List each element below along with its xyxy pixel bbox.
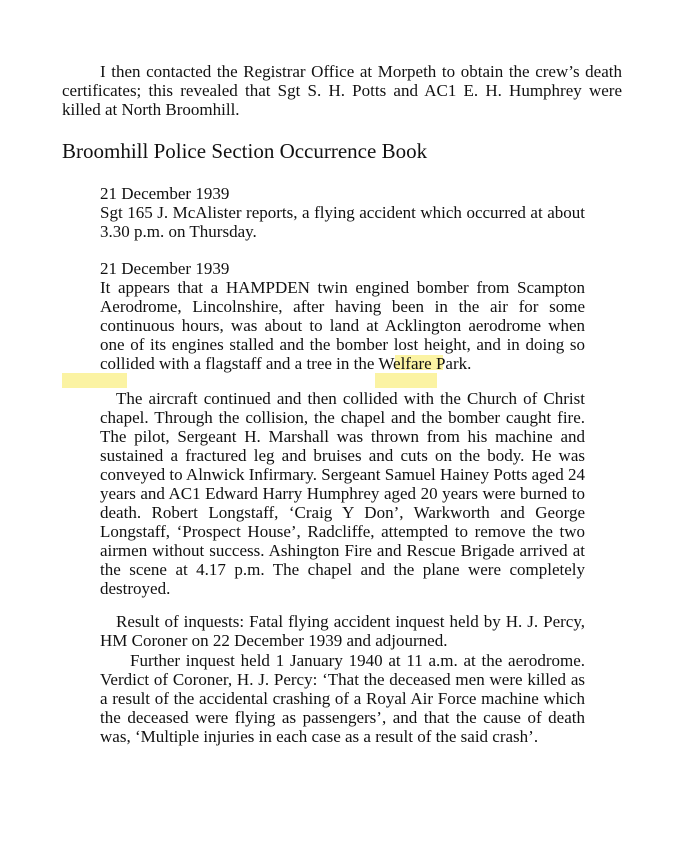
entry-2-paragraph-4: Further inquest held 1 January 1940 at 11 a.m. at the aerodrome. Verdict of Coroner, H. J. Percy: ‘That the deceased men were killed as a result of the accidental crashing of a Royal Air Force machine which the deceased were flying as passengers’, and that the cause of death was, ‘Multiple injuries in each case as a result of the said crash’. <box>100 651 585 746</box>
entry-1-date: 21 December 1939 <box>100 184 230 203</box>
intro-paragraph: I then contacted the Registrar Office at Morpeth to obtain the crew’s death certificates; this revealed that Sgt S. H. Potts and AC1 E. H. Humphrey were killed at North Broomhill. <box>62 62 622 119</box>
highlight-mark-3 <box>375 373 437 388</box>
entry-2-paragraph-2: The aircraft continued and then collided with the Church of Christ chapel. Through the collision, the chapel and the bomber caught fire. The pilot, Sergeant H. Marshall was thrown from his machine and sustained a fractured leg and bruises and cuts on the body. He was conveyed to Alnwick Infirmary. Sergeant Samuel Hainey Potts aged 24 years and AC1 Edward Harry Humphrey aged 20 years were burned to death. Robert Longstaff, ‘Craig Y Don’, Warkworth and George Longstaff, ‘Prospect House’, Radcliffe, attempted to remove the two airmen without success. Ashington Fire and Rescue Brigade arrived at the scene at 4.17 p.m. The chapel and the plane were completely destroyed. <box>100 389 585 598</box>
section-heading: Broomhill Police Section Occurrence Book <box>62 139 428 163</box>
entry-1-text: Sgt 165 J. McAlister reports, a flying accident which occurred at about 3.30 p.m. on Thursday. <box>100 203 585 241</box>
highlight-mark-2 <box>62 373 127 388</box>
entry-2-paragraph-1: It appears that a HAMPDEN twin engined bomber from Scampton Aerodrome, Lincolnshire, after having been in the air for some continuous hours, was about to land at Acklington aerodrome when one of its engines stalled and the bomber lost height, and in doing so collided with a flagstaff and a tree in the Welfare Park. <box>100 278 585 373</box>
entry-2-date: 21 December 1939 <box>100 259 230 278</box>
entry-2-paragraph-3: Result of inquests: Fatal flying accident inquest held by H. J. Percy, HM Coroner on 22 December 1939 and adjourned. <box>100 612 585 650</box>
